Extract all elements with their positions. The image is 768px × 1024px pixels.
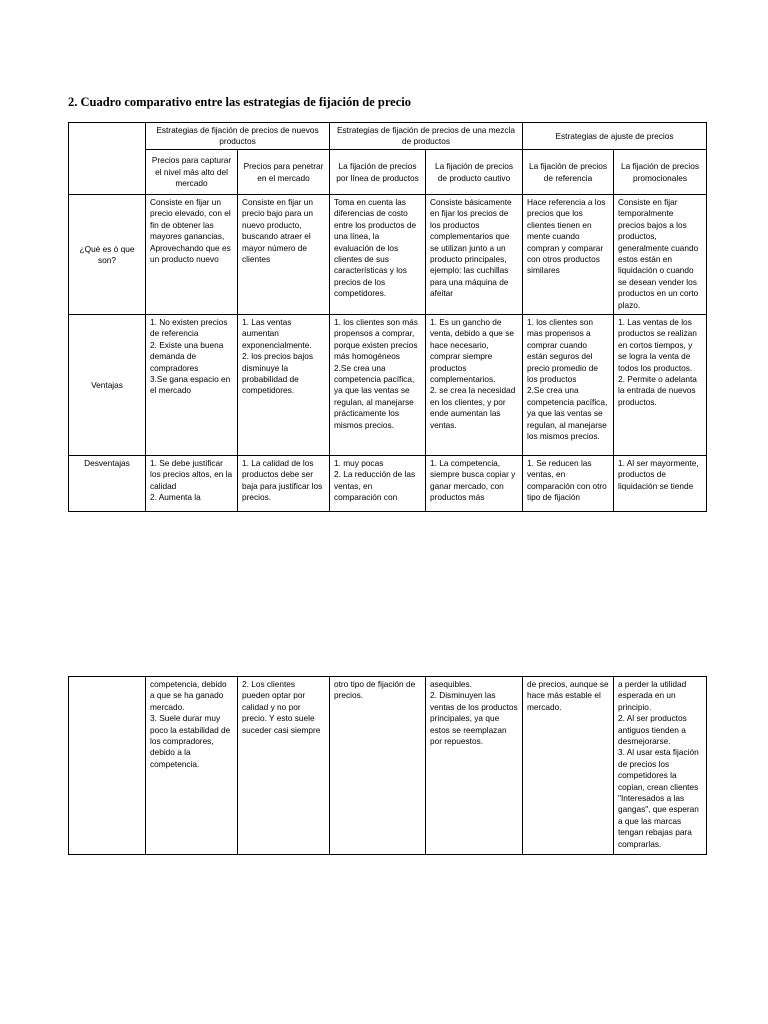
table-cell: 1. Es un gancho de venta, debido a que se hace necesario, comprar siempre productos complementarios. 2. se crea la necesidad en los clientes, y por ende aumentan las ventas. bbox=[426, 315, 523, 456]
column-header: La fijación de precios de producto cautivo bbox=[426, 150, 523, 195]
table-row bbox=[69, 195, 707, 315]
table-cell: Consiste en fijar un precio elevado, con el fin de obtener las mayores ganancias, Aprovechando que es un producto nuevo bbox=[146, 195, 238, 315]
table-cell: Consiste en fijar un precio bajo para un nuevo producto, buscando atraer el mayor número de clientes bbox=[238, 195, 330, 315]
table-row bbox=[69, 456, 707, 512]
row-label: Ventajas bbox=[69, 315, 146, 456]
table-cell: 1. Se reducen las ventas, en comparación con otro tipo de fijación bbox=[523, 456, 614, 512]
group-header-price-adjustment: Estrategias de ajuste de precios bbox=[523, 123, 707, 150]
table-cell: 1. Las ventas de los productos se realizan en cortos tiempos, y se logra la venta de todos los productos. 2. Permite o adelanta la entrada de nuevos productos. bbox=[614, 315, 707, 456]
table-cell: asequibles. 2. Disminuyen las ventas de los productos principales, ya que estos se reemplazan por repuestos. bbox=[426, 677, 523, 855]
table-cell: competencia, debido a que se ha ganado mercado. 3. Suele durar muy poco la estabilidad de los compradores, debido a la competencia. bbox=[146, 677, 238, 855]
corner-cell bbox=[69, 123, 146, 195]
table-cell: 1. No existen precios de referencia 2. Existe una buena demanda de compradores 3.Se gana espacio en el mercado bbox=[146, 315, 238, 456]
row-label: ¿Qué es ó que son? bbox=[69, 195, 146, 315]
table-row bbox=[69, 677, 707, 855]
column-header: Precios para penetrar en el mercado bbox=[238, 150, 330, 195]
table-cell: 1. La calidad de los productos debe ser baja para justificar los precios. bbox=[238, 456, 330, 512]
table-cell: 1. los clientes son más propensos a comprar, porque existen precios más homogéneos 2.Se crea una competencia pacífica, ya que las ventas se regulan, al manejarse prácticamente los mismos precios. bbox=[330, 315, 426, 456]
group-header-new-products: Estrategias de fijación de precios de nuevos productos bbox=[146, 123, 330, 150]
comparison-table-continued bbox=[68, 676, 707, 855]
row-label bbox=[69, 677, 146, 855]
group-header-product-mix: Estrategias de fijación de precios de una mezcla de productos bbox=[330, 123, 523, 150]
table-cell: 1. La competencia, siempre busca copiar y ganar mercado, con productos más bbox=[426, 456, 523, 512]
column-header: Precios para capturar el nivel más alto del mercado bbox=[146, 150, 238, 195]
column-header: La fijación de precios por línea de productos bbox=[330, 150, 426, 195]
row-label: Desventajas bbox=[69, 456, 146, 512]
table-cell: 2. Los clientes pueden optar por calidad y no por precio. Y esto suele suceder casi siempre bbox=[238, 677, 330, 855]
table-cell: Consiste en fijar temporalmente precios bajos a los productos, generalmente cuando estos están en liquidación o cuando se desean vender los productos en un corto plazo. bbox=[614, 195, 707, 315]
table-cell: 1. Al ser mayormente, productos de liquidación se tiende bbox=[614, 456, 707, 512]
column-header: La fijación de precios promocionales bbox=[614, 150, 707, 195]
table-cell: otro tipo de fijación de precios. bbox=[330, 677, 426, 855]
table-row bbox=[69, 315, 707, 456]
table-cell: Hace referencia a los precios que los clientes tienen en mente cuando compran y comparar con otros productos similares bbox=[523, 195, 614, 315]
page-title: 2. Cuadro comparativo entre las estrategias de fijación de precio bbox=[68, 95, 412, 109]
table-cell: 1. Las ventas aumentan exponencialmente. 2. los precios bajos disminuye la probabilidad de competidores. bbox=[238, 315, 330, 456]
table-cell: 1. los clientes son mas propensos a comprar cuando están seguros del precio promedio de los productos 2.Se crea una competencia pacífica, ya que las ventas se regulan, al manejarse los mismos precios. bbox=[523, 315, 614, 456]
column-header: La fijación de precios de referencia bbox=[523, 150, 614, 195]
table-cell: 1. muy pocas 2. La reducción de las ventas, en comparación con bbox=[330, 456, 426, 512]
table-cell: Toma en cuenta las diferencias de costo entre los productos de una línea, la evaluación de los clientes de sus características y los precios de los competidores. bbox=[330, 195, 426, 315]
table-cell: de precios, aunque se hace más estable el mercado. bbox=[523, 677, 614, 855]
comparison-table bbox=[68, 122, 707, 512]
table-cell: Consiste básicamente en fijar los precios de los productos complementarios que se utilizan junto a un producto principales, ejemplo: las cuchillas para una máquina de afeitar bbox=[426, 195, 523, 315]
table-cell: 1. Se debe justificar los precios altos, en la calidad 2. Aumenta la bbox=[146, 456, 238, 512]
table-cell: a perder la utilidad esperada en un principio. 2. Al ser productos antiguos tienden a desmejorarse. 3. Al usar esta fijación de precios los competidores la copian, crean clientes "Interesados a las gangas", que esperan a que las marcas tengan rebajas para comprarlas. bbox=[614, 677, 707, 855]
